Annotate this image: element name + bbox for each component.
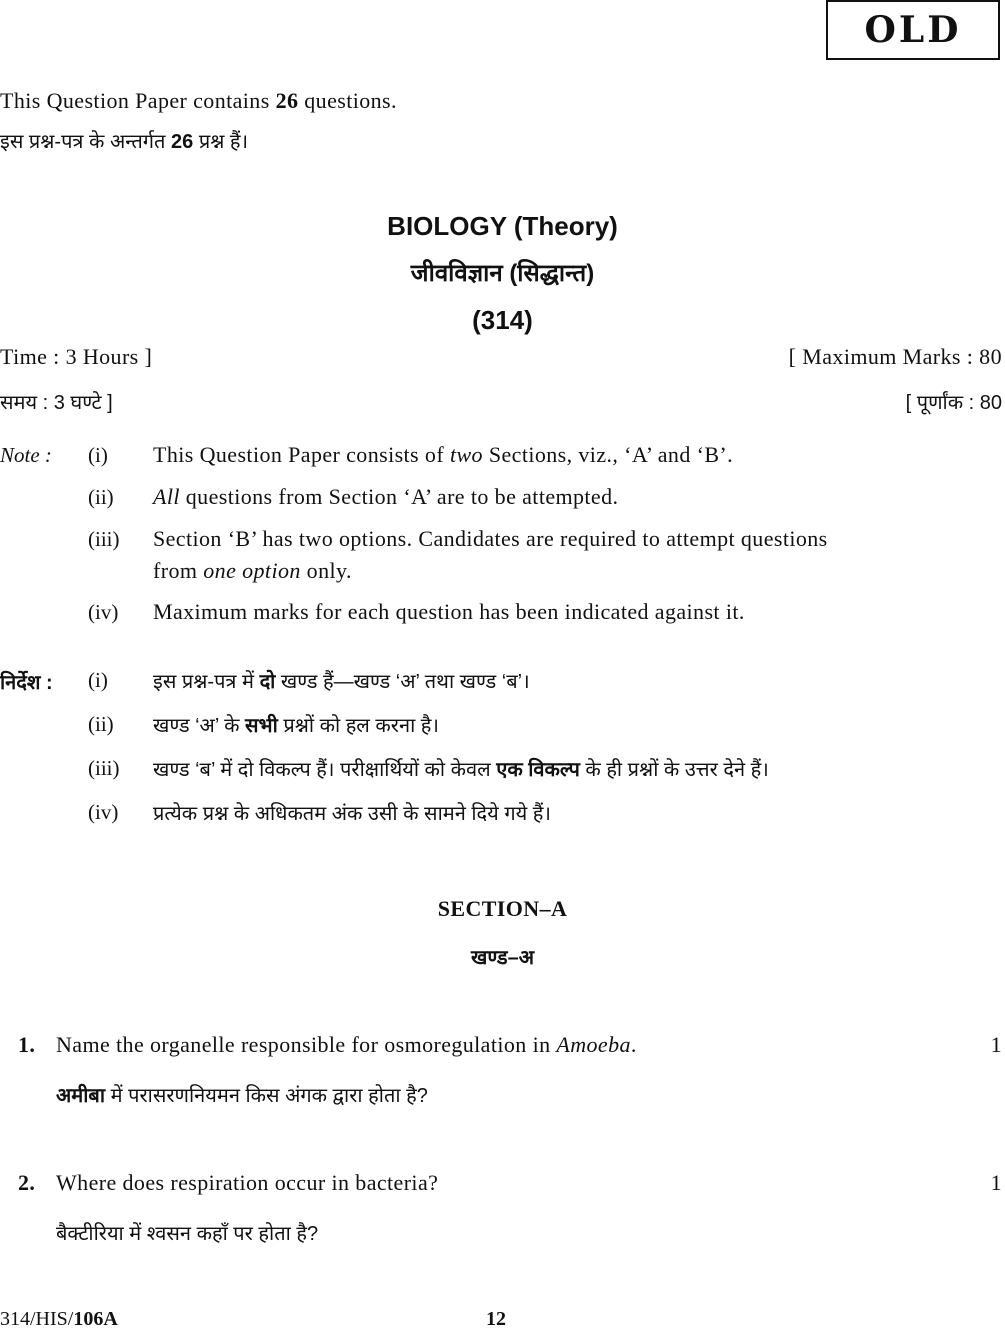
note-label: Note :: [0, 443, 52, 467]
subject-title-en: BIOLOGY (Theory): [387, 211, 618, 241]
question-text-part: .: [630, 1032, 637, 1057]
hindi-note-text: [153, 667, 530, 694]
subject-title-hi: जीवविज्ञान (सिद्धान्त): [410, 260, 595, 287]
question-count-en: [0, 88, 397, 114]
note-text-part: खण्ड ‘अ’ के: [153, 715, 246, 737]
question-number: 1.: [18, 1032, 36, 1057]
note-text-emphasis: All: [153, 484, 180, 509]
note-text-part: questions from Section ‘A’ are to be attempted.: [179, 484, 619, 509]
note-num: (iv): [88, 600, 119, 624]
note-text-part: from: [153, 558, 204, 583]
question-count-hi-suffix: प्रश्न हैं।: [193, 131, 249, 153]
note-num: (ii): [88, 485, 114, 509]
hindi-note-label: निर्देश :: [0, 672, 53, 694]
max-marks-hi: [ पूर्णांक : 80: [905, 392, 1002, 414]
question-text-emphasis: Amoeba: [556, 1032, 631, 1057]
subject-code: (314): [472, 305, 533, 335]
question-text-en: [56, 1032, 637, 1058]
question-count-number: 26: [275, 88, 299, 113]
hindi-note-text: [153, 711, 439, 738]
note-text-emphasis: two: [449, 442, 483, 467]
note-text-continued: [153, 558, 352, 584]
note-text-part: के ही प्रश्नों के उत्तर देने हैं।: [579, 759, 769, 781]
note-text: Maximum marks for each question has been indicated against it.: [153, 599, 745, 624]
question-marks: 1: [990, 1170, 1002, 1195]
time-hi: समय : 3 घण्टे ]: [0, 392, 113, 414]
note-text-part: इस प्रश्न-पत्र में: [153, 671, 260, 693]
note-text-emphasis: one option: [203, 558, 301, 583]
question-count-hi-prefix: इस प्रश्न-पत्र के अन्तर्गत: [0, 131, 172, 153]
section-title-hi: खण्ड–अ: [471, 947, 534, 969]
question-text-part: में परासरणनियमन किस अंगक द्वारा होता है?: [105, 1085, 428, 1107]
note-text-part: This Question Paper consists of: [153, 442, 450, 467]
hindi-note-text: प्रत्येक प्रश्न के अधिकतम अंक उसी के सामने दिये गये हैं।: [153, 803, 551, 825]
note-text-part: Sections, viz., ‘A’ and ‘B’.: [482, 442, 734, 467]
time-en: Time : 3 Hours ]: [0, 344, 153, 369]
page-number: 12: [486, 1308, 506, 1330]
question-text-part: Name the organelle responsible for osmoregulation in: [56, 1032, 557, 1057]
paper-code-prefix: 314/HIS/: [0, 1308, 74, 1330]
note-text-emphasis: दो: [259, 671, 276, 693]
question-text-hi: [56, 1081, 428, 1108]
note-num: (iii): [88, 527, 120, 551]
max-marks-en: [ Maximum Marks : 80: [788, 344, 1002, 369]
note-text: Section ‘B’ has two options. Candidates are required to attempt questions: [153, 526, 828, 551]
note-text-part: खण्ड हैं—खण्ड ‘अ’ तथा खण्ड ‘ब’।: [275, 671, 530, 693]
hindi-note-text: [153, 755, 769, 782]
old-badge: OLD: [826, 0, 1000, 60]
question-number: 2.: [18, 1170, 36, 1195]
note-text-part: खण्ड ‘ब’ में दो विकल्प हैं। परीक्षार्थियों को केवल: [153, 759, 497, 781]
question-count-en-prefix: This Question Paper contains: [0, 88, 276, 113]
note-text-emphasis: एक विकल्प: [496, 759, 580, 781]
note-num: (ii): [88, 712, 114, 736]
note-text: [153, 442, 733, 468]
question-count-en-suffix: questions.: [298, 88, 397, 113]
question-count-hi: [0, 127, 248, 154]
note-text-emphasis: सभी: [245, 715, 278, 737]
note-num: (iii): [88, 756, 120, 780]
paper-code: [0, 1308, 118, 1331]
section-title-en: SECTION–A: [437, 896, 568, 921]
question-text-emphasis: अमीबा: [56, 1085, 106, 1107]
question-text-hi: बैक्टीरिया में श्वसन कहाँ पर होता है?: [56, 1223, 319, 1245]
note-num: (i): [88, 443, 108, 467]
note-text: [153, 484, 618, 510]
note-num: (iv): [88, 800, 119, 824]
question-marks: 1: [990, 1032, 1002, 1057]
note-num: (i): [88, 668, 108, 692]
question-count-number-hi: 26: [171, 131, 194, 153]
note-text-part: only.: [300, 558, 352, 583]
note-text-part: प्रश्नों को हल करना है।: [277, 715, 440, 737]
question-text-en: Where does respiration occur in bacteria?: [56, 1170, 439, 1195]
paper-code-suffix: 106A: [73, 1308, 118, 1330]
